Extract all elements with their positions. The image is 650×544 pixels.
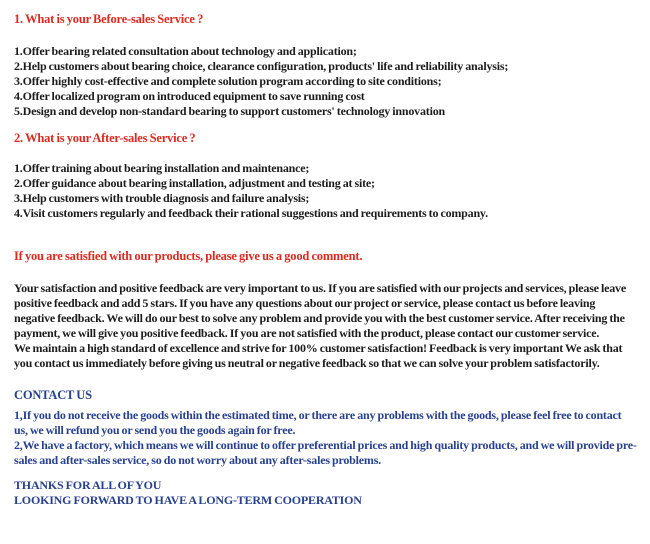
service-list-item: 3.Help customers with trouble diagnosis and failure analysis; <box>14 191 310 205</box>
cooperation-line: LOOKING FORWARD TO HAVE A LONG-TERM COOPERATION <box>14 493 362 507</box>
contact-list-item: 1,If you do not receive the goods within the estimated time, or there are any problems with the goods, please feel free to contact us, we will refund you or send you the goods again for free. <box>14 408 622 437</box>
feedback-paragraph: We maintain a high standard of excellence and strive for 100% customer satisfaction! Feedback is very important We ask that you contact us immediately before giving us neutral or negative feedback so that we can solve your problem satisfactorily. <box>14 341 623 370</box>
after-sales-heading: 2. What is your After-sales Service ? <box>14 131 196 145</box>
after-sales-section <box>14 131 637 221</box>
feedback-request-heading: If you are satisfied with our products, please give us a good comment. <box>14 249 363 263</box>
service-list-item: 2.Help customers about bearing choice, clearance configuration, products' life and reliability analysis; <box>14 59 509 73</box>
service-list-item: 1.Offer training about bearing installation and maintenance; <box>14 161 310 175</box>
feedback-paragraph: Your satisfaction and positive feedback are very important to us. If you are satisfied with our projects and services, please leave positive feedback and add 5 stars. If you have any questions about our project or service, please contact us before leaving negative feedback. We will do our best to solve any problem and provide you with the best customer service. After receiving the payment, we will give you positive feedback. If you are not satisfied with the product, please contact our customer service. <box>14 281 626 340</box>
service-list-item: 5.Design and develop non-standard bearing to support customers' technology innovation <box>14 104 445 118</box>
before-sales-heading: 1. What is your Before-sales Service ? <box>14 12 204 26</box>
before-sales-list <box>14 44 637 119</box>
closing-section <box>14 478 637 508</box>
service-list-item: 3.Offer highly cost-effective and complete solution program according to site conditions; <box>14 74 442 88</box>
service-list-item: 1.Offer bearing related consultation about technology and application; <box>14 44 357 58</box>
feedback-section <box>14 249 637 371</box>
service-list-item: 2.Offer guidance about bearing installation, adjustment and testing at site; <box>14 176 375 190</box>
contact-us-heading: CONTACT US <box>14 388 92 402</box>
service-list-item: 4.Visit customers regularly and feedback their rational suggestions and requirements to company. <box>14 206 488 220</box>
before-sales-section <box>14 12 637 119</box>
after-sales-list <box>14 161 637 221</box>
contact-list-item: 2,We have a factory, which means we will continue to offer preferential prices and high quality products, and we will provide pre-sales and after-sales service, so do not worry about any after-sales problems. <box>14 438 637 467</box>
contact-section <box>14 388 637 468</box>
thanks-line: THANKS FOR ALL OF YOU <box>14 478 162 492</box>
service-list-item: 4.Offer localized program on introduced equipment to save running cost <box>14 89 365 103</box>
